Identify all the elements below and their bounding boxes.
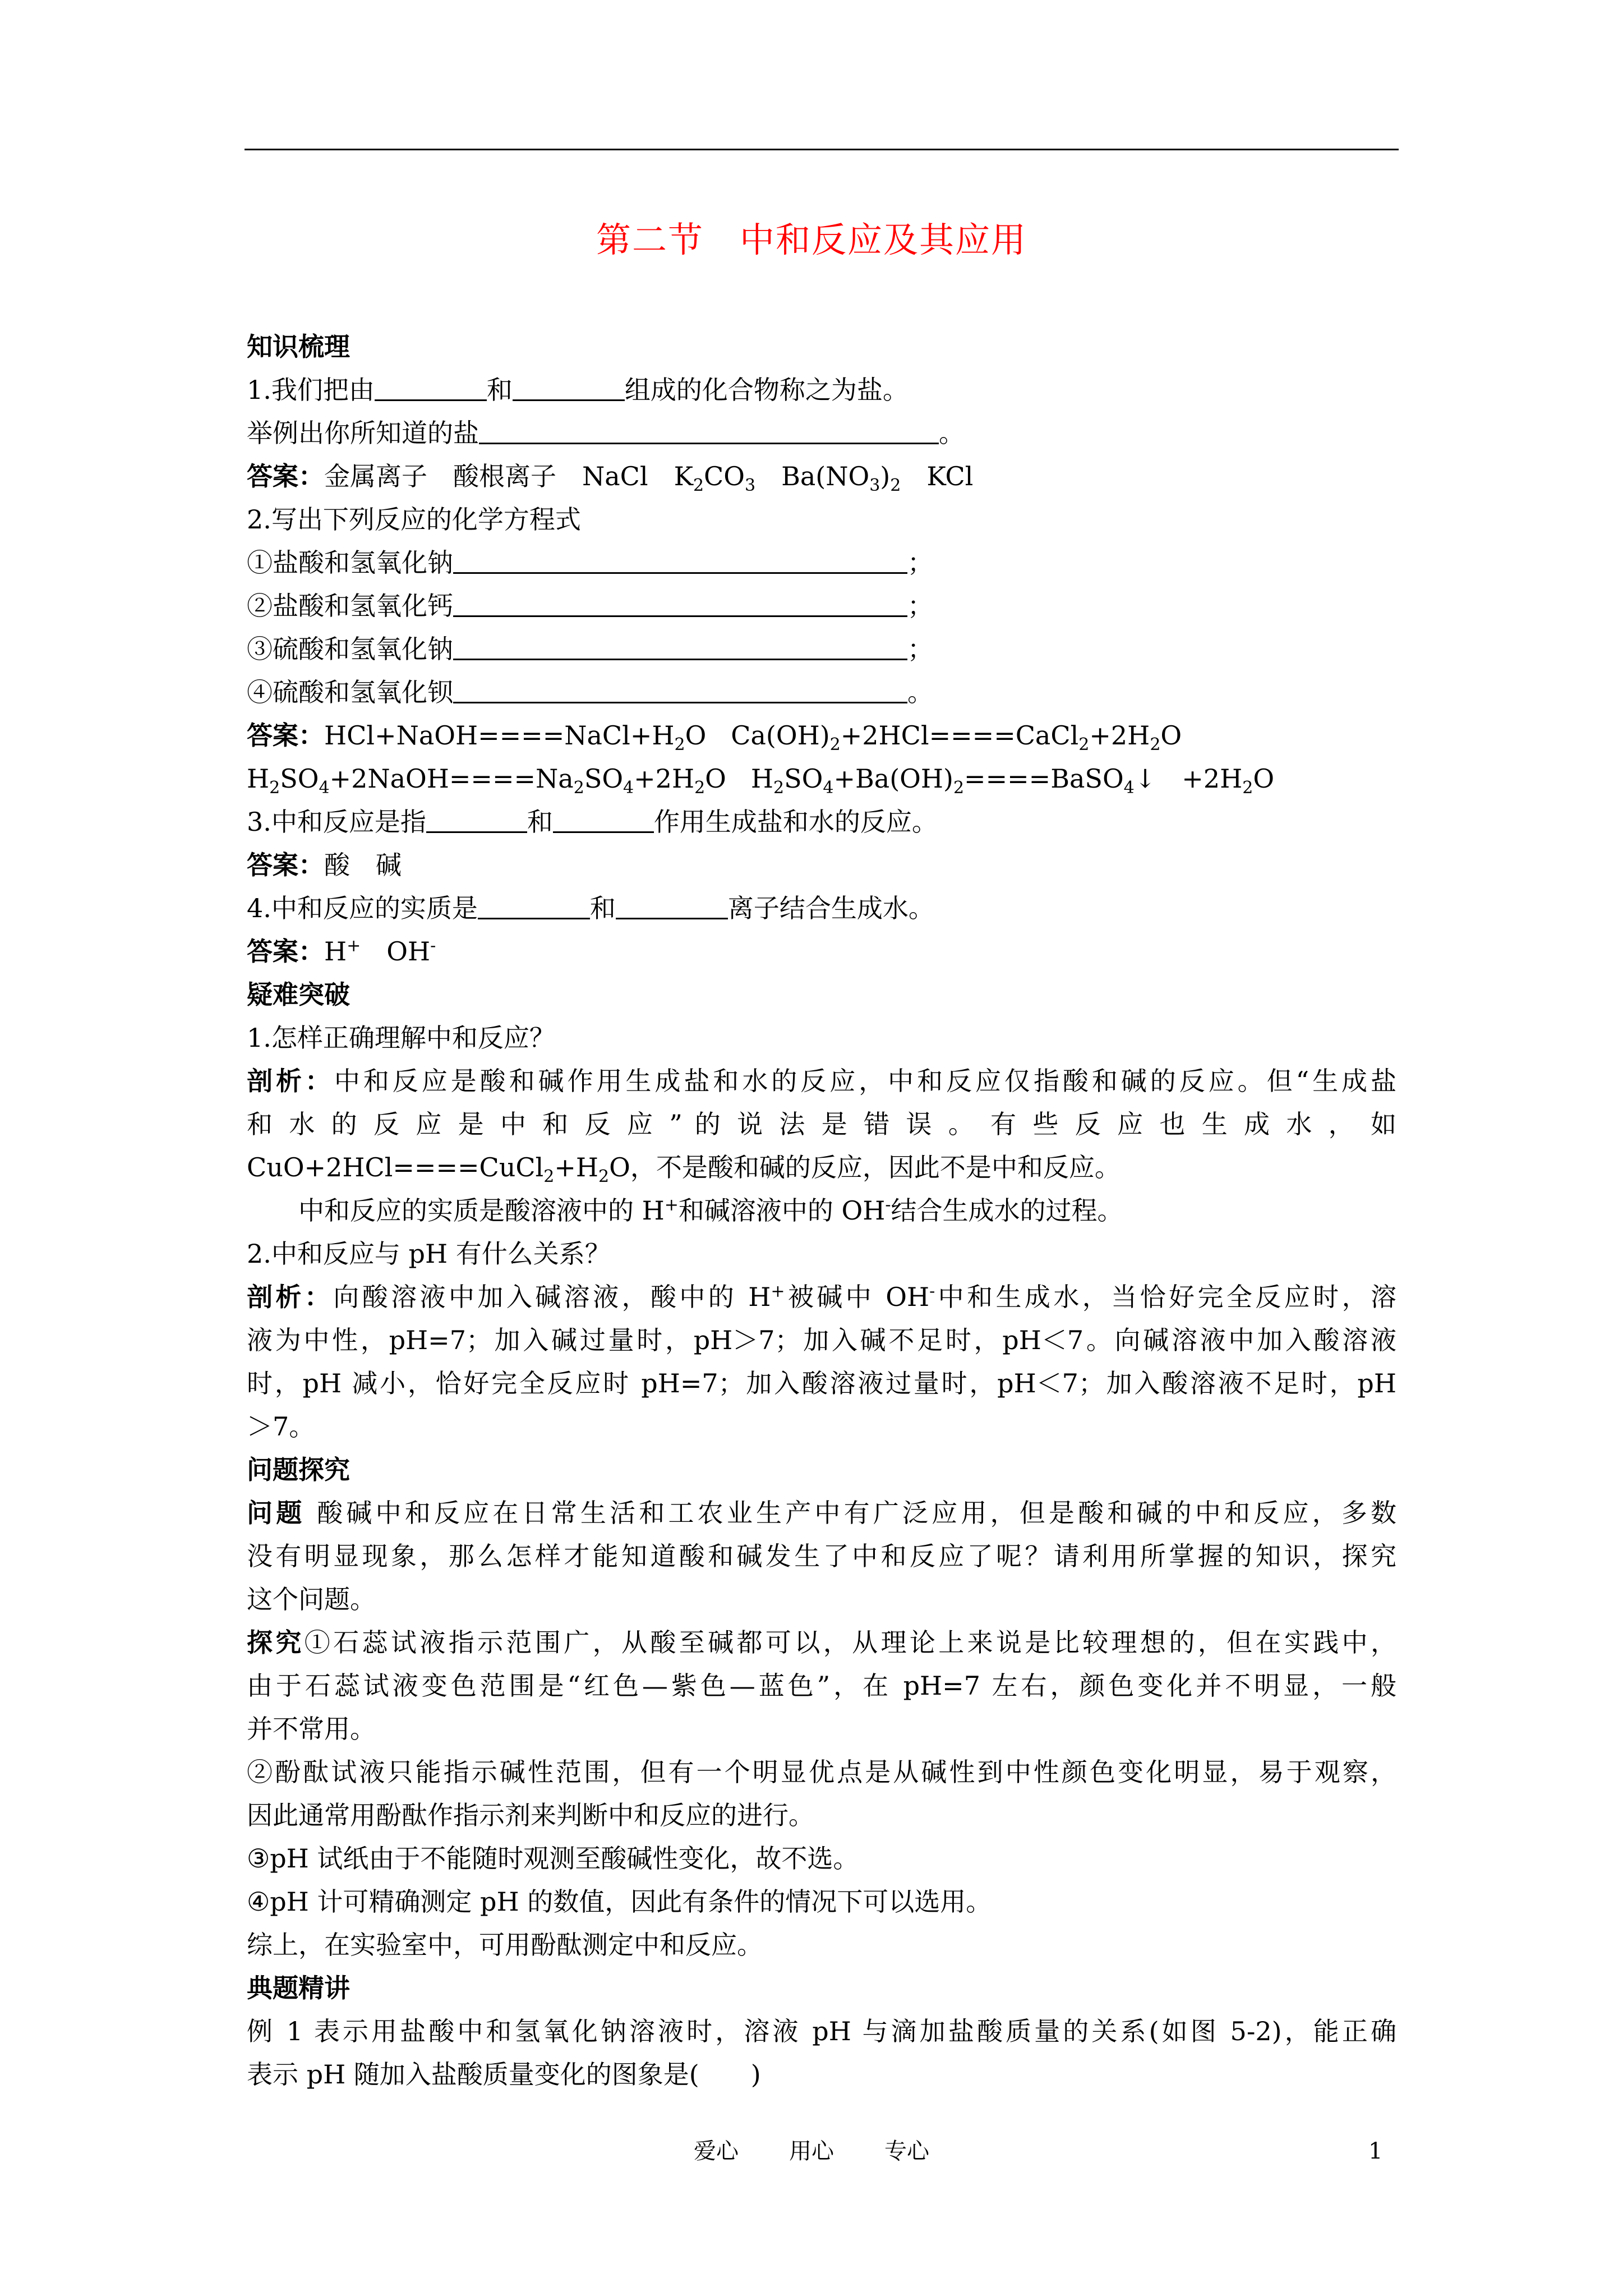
answer-2-line-1: 答案：$HCl+NaOH====NaCl+H_2O$ $Ca(OH)_2+2HCl====CaCl_2+2H_2O$ — [247, 720, 1182, 755]
problem-line-3: 这个问题。 — [247, 1584, 376, 1614]
reaction-2: ②盐酸和氢氧化钙 ； — [247, 591, 933, 621]
question-3: 3.中和反应是指 和 作用生成盐和水的反应。 — [247, 807, 938, 837]
inquiry-3: ③pH 试纸由于不能随时观测至酸碱性变化，故不选。 — [247, 1843, 859, 1874]
answer-3: 答案：酸 碱 — [247, 850, 402, 880]
inquiry-4: ④pH 计可精确测定 pH 的数值，因此有条件的情况下可以选用。 — [247, 1887, 992, 1917]
analysis-1-line-3: $CuO+2HCl====CuCl_2+H_2O$，不是酸和碱的反应，因此不是中和反应。 — [247, 1152, 1121, 1187]
answer-blank — [453, 634, 907, 660]
answer-blank — [426, 807, 527, 833]
footer-text-3: 专心 — [884, 2138, 929, 2164]
footer-text-2: 用心 — [789, 2138, 834, 2164]
problem-line-1: 问题 酸碱中和反应在日常生活和工农业生产中有广泛应用，但是酸和碱的中和反应，多数 — [247, 1498, 1397, 1528]
answer-blank — [453, 677, 907, 703]
answer-blank — [479, 418, 939, 444]
analysis-2-line-4: ＞7。 — [247, 1411, 315, 1442]
difficulty-question-2: 2.中和反应与 pH 有什么关系？ — [247, 1239, 611, 1269]
analysis-1-line-4: 中和反应的实质是酸溶液中的 H+和碱溶液中的 OH-结合生成水的过程。 — [298, 1195, 1123, 1226]
analysis-1-line-1: 剖析：中和反应是酸和碱作用生成盐和水的反应，中和反应仅指酸和碱的反应。但“生成盐 — [247, 1066, 1396, 1096]
inquiry-1-line-3: 并不常用。 — [247, 1714, 376, 1744]
answer-blank — [616, 893, 728, 919]
problem-line-2: 没有明显现象，那么怎样才能知道酸和碱发生了中和反应了呢？请利用所掌握的知识，探究 — [247, 1541, 1396, 1571]
reaction-4: ④硫酸和氢氧化钡 。 — [247, 677, 933, 707]
reaction-1: ①盐酸和氢氧化钠 ； — [247, 547, 933, 578]
question-1: 1.我们把由 和 组成的化合物称之为盐。 — [247, 375, 909, 405]
page-number: 1 — [1368, 2138, 1383, 2164]
header-rule — [245, 149, 1399, 150]
answer-blank — [375, 375, 487, 401]
example-1-line-2: 表示 pH 随加入盐酸质量变化的图象是( ) — [247, 2059, 761, 2090]
analysis-1-line-2: 和 水 的 反 应 是 中 和 反 应 ” 的 说 法 是 错 误 。 有 些 反 应 也 生 成 水 ， 如 — [247, 1109, 1396, 1139]
answer-2-line-2: $H_2SO_4+2NaOH====Na_2SO_4+2H_2O$ $H_2SO_4+Ba(OH)_2====BaSO_4↓$ $+2H_2O$ — [247, 763, 1275, 798]
section-heading-knowledge: 知识梳理 — [247, 332, 350, 362]
example-1-line-1: 例 1 表示用盐酸中和氢氧化钠溶液时，溶液 pH 与滴加盐酸质量的关系(如图 5-2)，能正确 — [247, 2016, 1396, 2046]
page-title: 第二节 中和反应及其应用 — [596, 219, 1027, 260]
section-heading-difficulties: 疑难突破 — [247, 979, 350, 1010]
inquiry-1-line-1: 探究①石蕊试液指示范围广，从酸至碱都可以，从理论上来说是比较理想的，但在实践中， — [247, 1627, 1397, 1658]
answer-4: 答案：H+ OH- — [247, 936, 436, 967]
inquiry-2-line-1: ②酚酞试液只能指示碱性范围，但有一个明显优点是从碱性到中性颜色变化明显，易于观察， — [247, 1757, 1396, 1787]
difficulty-question-1: 1.怎样正确理解中和反应？ — [247, 1023, 555, 1053]
question-2: 2.写出下列反应的化学方程式 — [247, 504, 581, 535]
analysis-2-line-1: 剖析：向酸溶液中加入碱溶液，酸中的 H+被碱中 OH-中和生成水，当恰好完全反应时，溶 — [247, 1281, 1397, 1312]
reaction-3: ③硫酸和氢氧化钠 ； — [247, 634, 933, 664]
question-1-line-2: 举例出你所知道的盐 。 — [247, 418, 965, 448]
analysis-2-line-3: 时，pH 减小，恰好完全反应时 pH=7；加入酸溶液过量时，pH＜7；加入酸溶液不足时，pH — [247, 1368, 1396, 1398]
answer-blank — [478, 893, 590, 919]
inquiry-1-line-2: 由于石蕊试液变色范围是“红色—紫色—蓝色”，在 pH=7 左右，颜色变化并不明显，一般 — [247, 1671, 1396, 1701]
question-4: 4.中和反应的实质是 和 离子结合生成水。 — [247, 893, 934, 923]
section-heading-examples: 典题精讲 — [247, 1973, 350, 2003]
answer-blank — [453, 591, 907, 617]
section-heading-inquiry: 问题探究 — [247, 1455, 350, 1485]
footer-text-1: 爱心 — [694, 2138, 739, 2164]
document-body — [247, 325, 1396, 2096]
analysis-2-line-2: 液为中性，pH=7；加入碱过量时，pH＞7；加入碱不足时，pH＜7。向碱溶液中加入酸溶液 — [247, 1325, 1396, 1355]
answer-1: 答案：金属离子 酸根离子 NaCl $K_2CO_3$ $Ba(NO_3)_2$ KCl — [247, 461, 974, 496]
inquiry-2-line-2: 因此通常用酚酞作指示剂来判断中和反应的进行。 — [247, 1800, 814, 1830]
inquiry-summary: 综上，在实验室中，可用酚酞测定中和反应。 — [247, 1930, 763, 1960]
answer-blank — [453, 547, 907, 574]
answer-blank — [513, 375, 625, 401]
answer-blank — [553, 807, 654, 833]
